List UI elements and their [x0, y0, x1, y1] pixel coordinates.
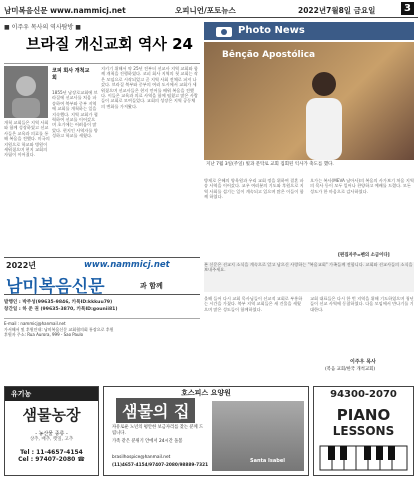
hospice-kicker: 호스피스 요양원	[181, 389, 231, 397]
photo-news-box: 본 신문은 선교지 소식을 계속으로 알고 남으신 사랑하는 "복음교회" 가족들께 전합니다. 교회와 선교사들의 소식을 보내주세요.	[204, 262, 414, 292]
farm-sub: - 농산물 종류 -	[35, 431, 68, 437]
hospice-desc2: 가족 같은 분위기 안에서 24시간 돌봄	[112, 439, 183, 444]
history-signoff: 이주우 목사	[350, 359, 376, 365]
farm-cel: Cel : 97407-2080 ☎	[18, 456, 85, 463]
farm-tel: Tel : 11-4657-4154	[20, 449, 83, 456]
ad-piano	[313, 386, 414, 476]
ad-farm: 유기농 샘물농장 - 농산물 종류 - 상추, 배추, 깻잎, 고추 Tel : 11-4657-4154 Cel : 97407-2080 ☎	[4, 386, 99, 476]
history-header	[4, 22, 200, 64]
history-title: 브라질 개신교회 역사 24	[26, 35, 193, 53]
photo-news-text1: 방제로 은혜의 양육원과 우리 교회 정을 위하여 결혼 파송 사역을 이어갔다. 교우 여러분의 기도와 후원으로 지역 사회를 섬기는 일이 계속되고 있으며 많은 이들이 함께 하였다.	[204, 178, 304, 200]
masthead-year: 2022년	[6, 261, 36, 270]
ad-hospice	[103, 386, 309, 476]
piano-keys-icon	[314, 442, 413, 472]
photo-text2-signoff: [편집자주=펜의 소금이다]	[338, 253, 390, 258]
masthead-account: 가서해서 및 후원안내: 남미복음신문 교회협의회 통장으로 후원	[4, 326, 114, 332]
farm-kicker: 유기농	[5, 387, 98, 401]
masthead-contact	[4, 318, 200, 338]
portrait-icon	[4, 66, 48, 118]
hospice-tel: (11)4657-4154/97407-2080/98889-7321	[112, 463, 209, 468]
masthead-name: 남미복음신문	[6, 277, 105, 297]
hospice-title: 샘물의 집	[116, 398, 195, 423]
history-signoff-sub: (복음 교회/한국 개척교회)	[325, 367, 376, 372]
masthead-url[interactable]: www.nammicj.net	[84, 260, 170, 270]
masthead-info	[4, 299, 200, 313]
hospice-desc1: 자유로운 노년의 평안한 보금자리를 찾는 분께 드립니다.	[112, 425, 204, 436]
pastor-figure	[294, 66, 354, 160]
photo-news-text2: 오가는 복사(MEVA 남아사)의 복음의 사가보기 처음 지역의 목사 등이 모두 일어나 찬양하고 예배를 드렸다. 모든 성도가 한 마음으로 감사하였다.	[310, 178, 414, 194]
header-date: 2022년7월8일 금요일	[298, 6, 376, 15]
header-section: 오피니언/포토뉴스	[175, 6, 236, 15]
piano-title2: LESSONS	[332, 424, 395, 438]
lower-text-col1: 올해 들어 다시 교회 목사님들이 선교적 교회로 부흥하는 시간을 가졌다. 북부 지역 교회들은 새 건물을 세웠으며 많은 성도들이 함께하였다.	[204, 296, 303, 312]
page-number: 3	[401, 2, 414, 15]
page-header	[0, 0, 418, 18]
history-text-col1: 1855년 남장로교회에 브라질에 선교사를 처음 파송하여 북부와 중부 지역에 교회를 개척하는 일을 지속했다. 지역 교회가 협력하여 선교를 이어갔으며 초기에는 어려움이 많았다. 현지인 사역자를 양성하고 학교를 세웠다.	[52, 90, 98, 139]
farm-title: 샘물농장	[22, 406, 81, 424]
piano-phone: 94300-2070	[330, 389, 397, 400]
masthead-suffix: 과 함께	[140, 282, 163, 290]
hospice-photo	[212, 401, 304, 471]
photo-news-title: Photo News	[238, 25, 305, 36]
masthead-row2: 창간일 : 하 준 권 (99635-3870, 카톡ID:gounii81)	[4, 307, 118, 312]
masthead-email[interactable]: E-mail : nammicj@hanmail.net	[4, 321, 66, 326]
author-photo	[4, 66, 48, 118]
history-kicker: ■ 이주우 목사의 역사탐방 ■	[4, 24, 81, 31]
photo-news-image	[204, 42, 414, 160]
piano-title: PIANO	[336, 406, 391, 424]
lower-text-col2: 교회 대표들은 다시 한 번 지역을 위해 기도하였으며 청년들이 선교 사역에 동참하였다. 다음 모임에서 만나기를 기대한다.	[310, 296, 414, 312]
photo-banner-text: Bênção Apostólica	[222, 50, 316, 60]
photo-news-bar	[204, 22, 414, 40]
history-text-col0: 개척 교회들은 지역 사회와 함께 성장하였고 선교사들은 교육과 의료를 통해 복음을 전했다. 미국의 지원으로 학교와 병원이 세워졌으며 현지 교회의 자립이 이어졌다.	[4, 120, 50, 158]
photo-caption: 지난 7월 3일(주일) 빛과 문탁로 교회 집회된 익사가 축도를 했다.	[206, 162, 334, 167]
masthead-row1: 발행인 : 박주성(99635-9846, 카톡ID:kkkuu79)	[4, 300, 113, 305]
masthead-address: 후원자 주소: Rua Aurora, 999 - Sao Paulo	[4, 332, 84, 338]
hospice-photo-label: Santa Isabel	[250, 458, 285, 464]
history-author: 코피 회사 개척교회	[52, 68, 90, 81]
history-text-col2: 지키기 위해서 약 25년 전부터 선교사 지역 교회와 함께 개척을 진행하였다. 코피 회사 지역의 첫 교회는 작은 모임으로 시작되었고 곧 지역 사회 전체로 퍼져 나갔다. 브라질 북부와 중부의 여러 도시에서 교회가 세워졌으며 선교사들은 현지 언어를 배워 복음을 전했다. 이들은 교육과 의료 사역을 함께 펼쳤고 많은 사람들이 교회로 모여들었다. 교회의 성장은 지역 공동체의 변화를 가져왔다.	[101, 66, 198, 109]
header-left: 남미복음신문 www.nammicj.net	[4, 6, 126, 15]
hospice-email[interactable]: brasilhospice@hanmail.net	[112, 455, 171, 460]
masthead	[4, 257, 200, 295]
camera-icon	[216, 25, 232, 37]
